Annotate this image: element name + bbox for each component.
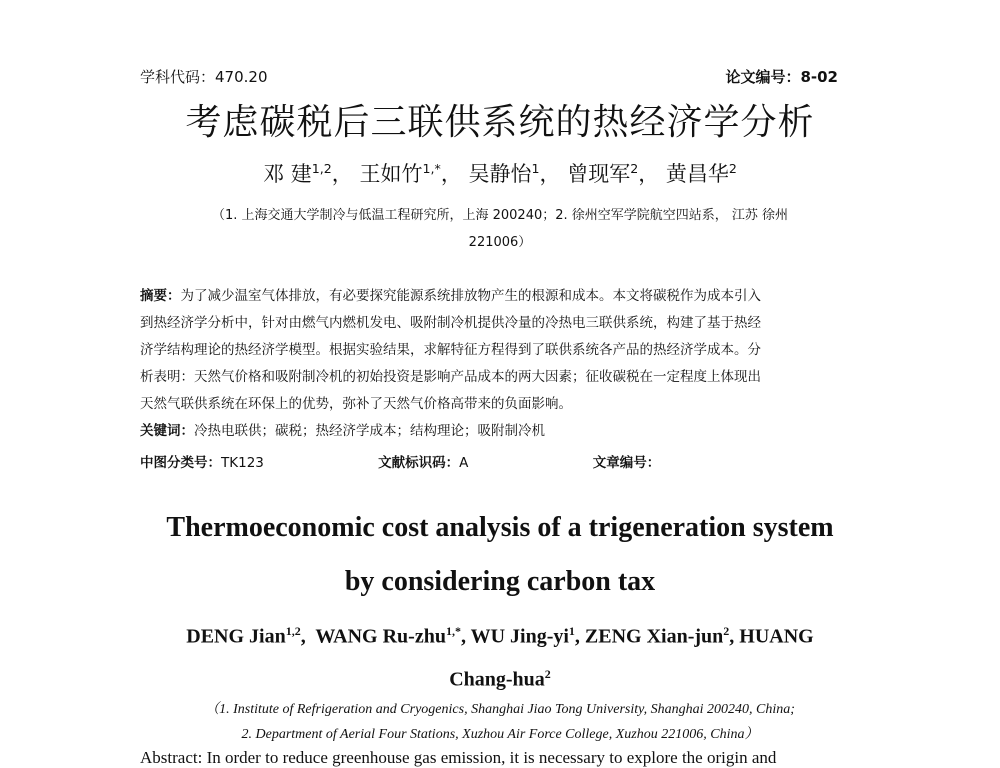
title-cn: 考虑碳税后三联供系统的热经济学分析 bbox=[185, 102, 815, 143]
authors-en-line2: Chang-hua$^2$ bbox=[449, 667, 551, 691]
abstract-cn: 摘要：为了减少温室气体排放，有必要探究能源系统排放物产生的根源和成本。本文将碳税作为成本引入 到热经济学分析中，针对由燃气内燃机发电、吸附制冷机提供冷量的冷热电三联供系统，构建了基于热经 济学结构理论的热经济学模型。根据实验结果，求解特征方程得到了联供系统各产品的热经济学成本。分 析表明：天然气价格和吸附制冷机的初始投资是影响产品成本的两大因素；征收碳税在一定程度上体现出 天然气联供系统在环保上的优势，弥补了天然气价格高带来的负面影响。 关键词：冷热电联供；碳税；热经济学成本；结构理论；吸附制冷机 bbox=[140, 288, 761, 439]
paper-number: 论文编号：8-02 bbox=[725, 68, 838, 86]
title-en-line1: Thermoeconomic cost analysis of a trigeneration system bbox=[166, 512, 834, 543]
affiliation-cn-line2: 221006） bbox=[468, 235, 532, 250]
affiliation-cn-line1: （1. 上海交通大学制冷与低温工程研究所，上海 200240；2. 徐州空军学院航空四站系， 江苏 徐州 bbox=[211, 208, 789, 223]
subject-code: 学科代码：470.20 bbox=[140, 68, 268, 86]
abstract-en-partial: Abstract: In order to reduce greenhouse gas emission, it is necessary to explore the origin and bbox=[140, 748, 777, 767]
authors-cn: 邓 建$^{1,2}$， 王如竹$^{1,*}$， 吴静怡$^1$， 曾现军$^2$， 黄昌华$^2$ bbox=[263, 161, 737, 186]
title-en-line2: by considering carbon tax bbox=[344, 566, 656, 597]
classification-row: 中图分类号：TK123 文献标识码：A 文章编号： bbox=[140, 455, 661, 471]
authors-en-line1: DENG Jian$^{1,2}$, WANG Ru-zhu$^{1,*}$, WU Jing-$yi^1$, ZENG Xian-jun$^2$, HUANG bbox=[186, 624, 814, 648]
affiliation-en-line1: （1. Institute of Refrigeration and Cryogenics, Shanghai Jiao Tong University, Shanghai 200240, China; bbox=[205, 702, 795, 717]
affiliation-en-line2: 2. Department of Aerial Four Stations, Xuzhou Air Force College, Xuzhou 221006, China） bbox=[241, 727, 759, 742]
